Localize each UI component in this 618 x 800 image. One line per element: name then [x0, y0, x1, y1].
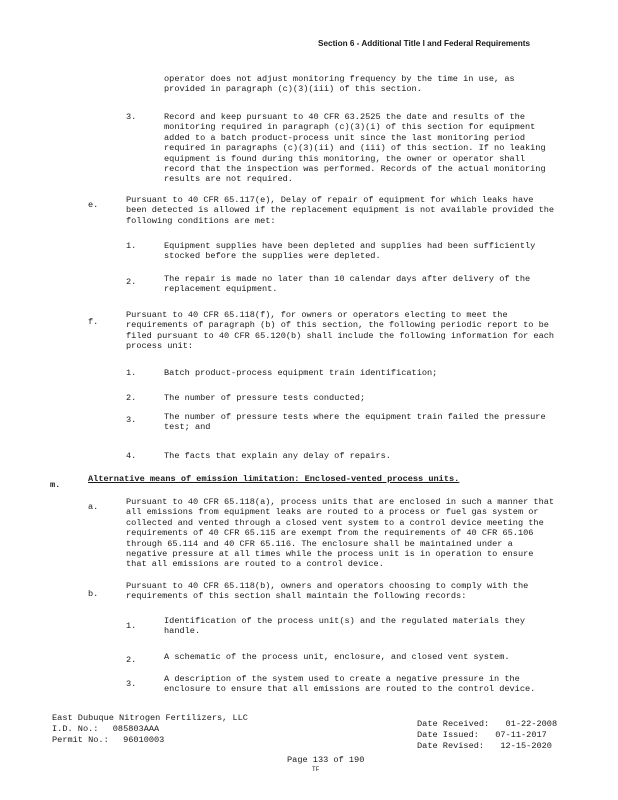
item-3-label: 3.	[126, 112, 137, 122]
footer-permit-value: 96010003	[123, 735, 165, 745]
item-e-label: e.	[88, 200, 99, 210]
continuation-text	[164, 74, 515, 95]
footer-id-value: 085803AAA	[112, 724, 160, 734]
item-f-label: f.	[88, 317, 99, 327]
item-mb3-label: 3.	[126, 679, 137, 689]
date-issued-label: Date Issued:	[417, 730, 479, 740]
date-revised-value: 12-15-2020	[500, 741, 552, 751]
item-3-text	[164, 112, 546, 185]
item-f4-label: 4.	[126, 451, 137, 461]
text-line: requirements of 40 CFR 65.115 are exempt from the requirements of 40 CFR 65.106	[126, 528, 534, 539]
text-line: requirements of paragraph (b) of this section, the following periodic report to be	[126, 320, 549, 331]
item-f2-label: 2.	[126, 393, 137, 403]
text-line: Pursuant to 40 CFR 65.118(b), owners and operators choosing to comply with the	[126, 581, 529, 591]
item-e-text	[126, 195, 554, 226]
footer-date-issued	[417, 730, 547, 740]
text-line: process unit:	[126, 341, 194, 352]
text-line: operator does not adjust monitoring frequency by the time in use, as	[164, 74, 515, 84]
text-line: handle.	[164, 626, 201, 637]
text-line: following conditions are met:	[126, 215, 276, 226]
item-f3-label: 3.	[126, 415, 137, 425]
text-line: that all emissions are routed to a control device.	[126, 559, 384, 570]
text-line: all emissions from equipment leaks are routed to a process or fuel gas system or	[126, 507, 539, 518]
section-header: Section 6 - Additional Title I and Federal Requirements	[318, 39, 531, 48]
text-line: The repair is made no later than 10 calendar days after delivery of the	[164, 274, 531, 284]
item-e2-label: 2.	[126, 277, 137, 287]
text-line: Record and keep pursuant to 40 CFR 63.2525 the date and results of the	[164, 112, 525, 122]
text-line: enclosure to ensure that all emissions are routed to the control device.	[164, 684, 536, 695]
item-m-heading: Alternative means of emission limitation: Enclosed-vented process units.	[88, 474, 460, 484]
date-issued-value: 07-11-2017	[495, 730, 547, 740]
item-e2-text	[164, 274, 530, 295]
text-line: provided in paragraph (c)(3)(iii) of this section.	[164, 84, 422, 95]
item-mb-label: b.	[88, 589, 99, 599]
text-line: Pursuant to 40 CFR 65.118(f), for owners or operators electing to meet the	[126, 310, 508, 320]
text-line: Equipment supplies have been depleted and supplies had been sufficiently	[164, 241, 536, 251]
footer-permit	[52, 735, 164, 745]
text-line: The number of pressure tests where the equipment train failed the pressure	[164, 412, 546, 422]
footer-permit-label: Permit No.:	[52, 735, 109, 745]
text-line: collected and vented through a closed vent system to a control device meeting the	[126, 517, 544, 528]
item-mb1-text	[164, 616, 525, 637]
text-line: record that the inspection was performed. Records of the actual monitoring	[164, 164, 546, 175]
text-line: required in paragraphs (c)(3)(ii) and (iii) of this section. If no leaking	[164, 143, 546, 154]
footer-date-received	[417, 719, 557, 729]
item-mb-text	[126, 581, 528, 602]
item-ma-text	[126, 497, 554, 570]
footer-date-revised	[417, 741, 552, 751]
text-line: monitoring required in paragraph (c)(3)(i) of this section for equipment	[164, 122, 536, 133]
item-e1-text	[164, 241, 535, 262]
date-received-value: 01-22-2008	[505, 719, 558, 729]
item-mb2-label: 2.	[126, 655, 137, 665]
text-line: been detected is allowed if the replacement equipment is not available provided the	[126, 205, 555, 216]
item-ma-label: a.	[88, 502, 99, 512]
text-line: Identification of the process unit(s) and the regulated materials they	[164, 616, 525, 626]
item-f4-text: The facts that explain any delay of repairs.	[164, 451, 391, 461]
text-line: A description of the system used to create a negative pressure in the	[164, 674, 520, 684]
text-line: Pursuant to 40 CFR 65.117(e), Delay of repair of equipment for which leaks have	[126, 195, 534, 205]
text-line: negative pressure at all times while the process unit is in operation to ensure	[126, 549, 534, 560]
item-f3-text	[164, 412, 546, 433]
text-line: added to a batch product-process unit since the last monitoring period	[164, 132, 525, 143]
text-line: equipment is found during this monitoring, the owner or operator shall	[164, 153, 525, 164]
text-line: test; and	[164, 422, 211, 433]
footer-id-label: I.D. No.:	[52, 724, 99, 734]
footer-id	[52, 724, 159, 734]
text-line: replacement equipment.	[164, 284, 278, 295]
item-e1-label: 1.	[126, 241, 137, 251]
text-line: filed pursuant to 40 CFR 65.120(b) shall include the following information for each	[126, 330, 555, 341]
text-line: Pursuant to 40 CFR 65.118(a), process units that are enclosed in such a manner that	[126, 497, 555, 507]
item-f1-label: 1.	[126, 368, 137, 378]
text-line: requirements of this section shall maintain the following records:	[126, 591, 467, 602]
text-line: results are not required.	[164, 174, 293, 185]
page-mark: TF	[312, 766, 320, 773]
footer-company: East Dubuque Nitrogen Fertilizers, LLC	[52, 713, 248, 723]
item-f-text	[126, 310, 554, 352]
date-received-label: Date Received:	[417, 719, 490, 729]
text-line: through 65.114 and 40 CFR 65.116. The enclosure shall be maintained under a	[126, 538, 513, 549]
text-line: stocked before the supplies were depleted.	[164, 251, 381, 262]
item-f1-text: Batch product-process equipment train identification;	[164, 368, 438, 378]
item-m-label: m.	[50, 480, 61, 490]
page-number: Page 133 of 190	[287, 755, 365, 765]
date-revised-label: Date Revised:	[417, 741, 485, 751]
item-f2-text: The number of pressure tests conducted;	[164, 393, 366, 403]
item-mb3-text	[164, 674, 535, 695]
item-mb1-label: 1.	[126, 621, 137, 631]
item-mb2-text: A schematic of the process unit, enclosure, and closed vent system.	[164, 652, 510, 662]
